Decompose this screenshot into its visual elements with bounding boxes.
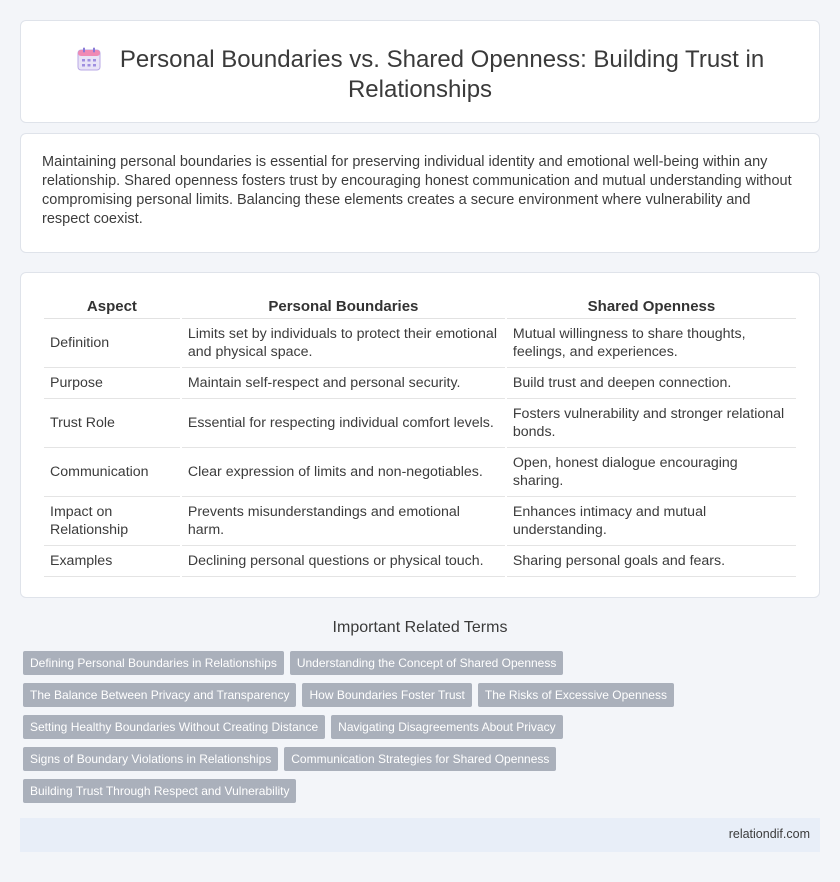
row-personal-boundaries: Prevents misunderstandings and emotional harm. bbox=[182, 497, 505, 546]
page-title-wrap bbox=[21, 45, 819, 105]
table-row bbox=[44, 546, 796, 577]
related-term-tag[interactable]: The Risks of Excessive Openness bbox=[478, 683, 674, 707]
row-aspect: Impact on Relationship bbox=[44, 497, 180, 546]
row-personal-boundaries: Clear expression of limits and non-negotiables. bbox=[182, 448, 505, 497]
intro-paragraph: Maintaining personal boundaries is essential for preserving individual identity and emotional well-being within any relationship. Shared openness fosters trust by encouraging honest communication and mutual understanding without compromising personal limits. Balancing these elements creates a secure environment where vulnerability and respect coexist. bbox=[42, 154, 792, 227]
row-shared-openness: Enhances intimacy and mutual understanding. bbox=[507, 497, 796, 546]
footer bbox=[20, 818, 820, 852]
related-terms-tags bbox=[23, 651, 723, 811]
table-row bbox=[44, 368, 796, 399]
comparison-card bbox=[20, 272, 820, 598]
table-row bbox=[44, 319, 796, 368]
row-shared-openness: Fosters vulnerability and stronger relational bonds. bbox=[507, 399, 796, 448]
table-row bbox=[44, 399, 796, 448]
row-aspect: Purpose bbox=[44, 368, 180, 399]
row-aspect: Trust Role bbox=[44, 399, 180, 448]
related-term-tag[interactable]: Signs of Boundary Violations in Relationships bbox=[23, 747, 278, 771]
header-card bbox=[20, 20, 820, 123]
intro-card bbox=[20, 133, 820, 253]
table-row bbox=[44, 497, 796, 546]
related-term-tag[interactable]: Navigating Disagreements About Privacy bbox=[331, 715, 562, 739]
header-personal-boundaries: Personal Boundaries bbox=[182, 297, 505, 319]
row-shared-openness: Mutual willingness to share thoughts, feelings, and experiences. bbox=[507, 319, 796, 368]
row-shared-openness: Sharing personal goals and fears. bbox=[507, 546, 796, 577]
row-shared-openness: Open, honest dialogue encouraging sharing. bbox=[507, 448, 796, 497]
row-personal-boundaries: Declining personal questions or physical touch. bbox=[182, 546, 505, 577]
related-terms-title: Important Related Terms bbox=[332, 619, 508, 636]
comparison-table bbox=[42, 297, 798, 577]
page-title: Personal Boundaries vs. Shared Openness: Building Trust in Relationships bbox=[119, 46, 765, 103]
row-personal-boundaries: Maintain self-respect and personal security. bbox=[182, 368, 505, 399]
related-term-tag[interactable]: The Balance Between Privacy and Transparency bbox=[23, 683, 296, 707]
row-personal-boundaries: Limits set by individuals to protect their emotional and physical space. bbox=[182, 319, 505, 368]
related-term-tag[interactable]: Defining Personal Boundaries in Relationships bbox=[23, 651, 284, 675]
related-term-tag[interactable]: Understanding the Concept of Shared Openness bbox=[290, 651, 564, 675]
related-term-tag[interactable]: Building Trust Through Respect and Vulnerability bbox=[23, 779, 296, 803]
row-aspect: Communication bbox=[44, 448, 180, 497]
calendar-icon bbox=[76, 46, 102, 72]
table-header-row bbox=[44, 297, 796, 319]
row-shared-openness: Build trust and deepen connection. bbox=[507, 368, 796, 399]
row-aspect: Examples bbox=[44, 546, 180, 577]
footer-site-link[interactable]: relationdif.com bbox=[728, 827, 810, 841]
row-personal-boundaries: Essential for respecting individual comfort levels. bbox=[182, 399, 505, 448]
related-term-tag[interactable]: How Boundaries Foster Trust bbox=[302, 683, 471, 707]
related-term-tag[interactable]: Setting Healthy Boundaries Without Creating Distance bbox=[23, 715, 325, 739]
header-shared-openness: Shared Openness bbox=[507, 297, 796, 319]
table-row bbox=[44, 448, 796, 497]
row-aspect: Definition bbox=[44, 319, 180, 368]
related-term-tag[interactable]: Communication Strategies for Shared Openness bbox=[284, 747, 556, 771]
header-aspect: Aspect bbox=[44, 297, 180, 319]
